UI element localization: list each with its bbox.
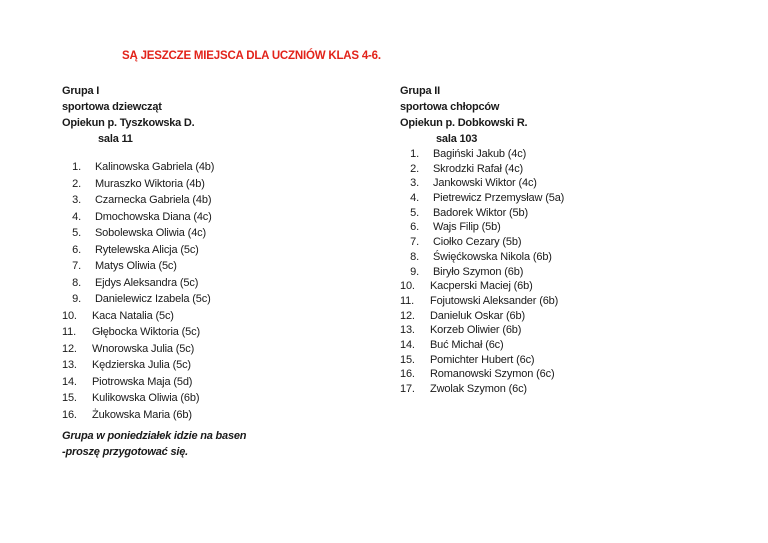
list-item-number: 8. bbox=[410, 250, 419, 263]
list-item-name: Czarnecka Gabriela (4b) bbox=[95, 194, 212, 206]
list-item-number: 13. bbox=[400, 324, 415, 337]
list-item-number: 7. bbox=[72, 260, 81, 272]
list-item-name: Pomichter Hubert (6c) bbox=[430, 353, 535, 366]
list-item bbox=[62, 242, 362, 259]
list-item-name: Kalinowska Gabriela (4b) bbox=[95, 161, 215, 173]
group-1-supervisor: Opiekun p. Tyszkowska D. bbox=[62, 117, 195, 129]
list-item bbox=[62, 374, 362, 391]
list-item-name: Bagiński Jakub (4c) bbox=[433, 148, 527, 160]
list-item-number: 6. bbox=[72, 243, 81, 256]
list-item-name: Ejdys Aleksandra (5c) bbox=[95, 276, 199, 289]
list-item-name: Wnorowska Julia (5c) bbox=[92, 342, 195, 355]
list-item bbox=[400, 220, 700, 235]
list-item-number: 16. bbox=[400, 368, 415, 381]
list-item-number: 2. bbox=[72, 177, 81, 190]
list-item-name: Piotrowska Maja (5d) bbox=[92, 375, 193, 388]
list-item bbox=[400, 191, 700, 206]
list-item-name: Dmochowska Diana (4c) bbox=[95, 210, 212, 223]
list-item-number: 10. bbox=[400, 280, 415, 293]
notice-heading: SĄ JESZCZE MIEJSCA DLA UCZNIÓW KLAS 4-6. bbox=[122, 50, 381, 62]
list-item-name: Danielewicz Izabela (5c) bbox=[95, 293, 211, 305]
list-item bbox=[400, 147, 700, 162]
list-item-number: 4. bbox=[72, 210, 81, 223]
list-item bbox=[62, 176, 362, 193]
list-item-number: 15. bbox=[400, 353, 415, 366]
list-item-number: 9. bbox=[410, 265, 419, 278]
list-item bbox=[400, 382, 700, 397]
list-item bbox=[62, 324, 362, 341]
list-item-number: 14. bbox=[62, 375, 77, 388]
list-item-number: 3. bbox=[410, 177, 419, 190]
list-item bbox=[62, 209, 362, 226]
list-item-name: Wajs Filip (5b) bbox=[433, 221, 501, 234]
list-item bbox=[62, 407, 362, 424]
list-item-name: Romanowski Szymon (6c) bbox=[430, 368, 555, 381]
list-item-number: 8. bbox=[72, 276, 81, 289]
group-2-supervisor: Opiekun p. Dobkowski R. bbox=[400, 117, 528, 129]
group-2-member-list bbox=[400, 147, 700, 397]
list-item bbox=[62, 225, 362, 242]
list-item bbox=[62, 291, 362, 308]
list-item-name: Zwolak Szymon (6c) bbox=[430, 383, 527, 395]
list-item-name: Korzeb Oliwier (6b) bbox=[430, 324, 522, 337]
group-1-room: sala 11 bbox=[98, 133, 133, 145]
group-1-member-list bbox=[62, 159, 362, 423]
list-item-number: 1. bbox=[72, 161, 81, 173]
list-item bbox=[400, 309, 700, 324]
group-1-section bbox=[62, 83, 362, 423]
list-item-name: Żukowska Maria (6b) bbox=[92, 408, 192, 421]
list-item-number: 2. bbox=[410, 162, 419, 175]
list-item-name: Fojutowski Aleksander (6b) bbox=[430, 294, 559, 307]
list-item bbox=[400, 279, 700, 294]
list-item-name: Buć Michał (6c) bbox=[430, 338, 504, 351]
group-2-section bbox=[400, 83, 700, 397]
list-item-number: 6. bbox=[410, 221, 419, 234]
group-2-title: Grupa II bbox=[400, 85, 440, 97]
list-item-name: Kędzierska Julia (5c) bbox=[92, 359, 191, 371]
list-item-name: Skrodzki Rafał (4c) bbox=[433, 162, 524, 175]
group-1-title: Grupa I bbox=[62, 85, 100, 97]
footer-note-line-1: Grupa w poniedziałek idzie na basen bbox=[62, 430, 247, 442]
list-item-number: 12. bbox=[62, 342, 77, 355]
list-item bbox=[62, 357, 362, 374]
list-item-number: 4. bbox=[410, 192, 419, 205]
list-item bbox=[400, 176, 700, 191]
list-item-name: Pietrewicz Przemysław (5a) bbox=[433, 192, 565, 205]
group-1-type: sportowa dziewcząt bbox=[62, 101, 162, 113]
list-item-name: Muraszko Wiktoria (4b) bbox=[95, 177, 205, 190]
list-item bbox=[62, 192, 362, 209]
list-item-number: 15. bbox=[62, 392, 77, 404]
list-item-number: 7. bbox=[410, 236, 419, 249]
list-item-number: 13. bbox=[62, 359, 77, 371]
list-item-number: 10. bbox=[62, 309, 77, 322]
list-item bbox=[62, 159, 362, 176]
list-item bbox=[62, 258, 362, 275]
list-item bbox=[400, 323, 700, 338]
list-item bbox=[62, 275, 362, 292]
list-item bbox=[400, 162, 700, 177]
footer-note bbox=[62, 428, 246, 460]
list-item-number: 3. bbox=[72, 194, 81, 206]
list-item-number: 12. bbox=[400, 309, 415, 322]
footer-note-line-2: -proszę przygotować się. bbox=[62, 446, 189, 458]
list-item-number: 11. bbox=[62, 326, 77, 338]
list-item-number: 16. bbox=[62, 408, 77, 421]
list-item-name: Kacperski Maciej (6b) bbox=[430, 280, 533, 293]
list-item-name: Głębocka Wiktoria (5c) bbox=[92, 326, 200, 338]
list-item-number: 11. bbox=[400, 294, 415, 307]
group-2-room: sala 103 bbox=[436, 133, 478, 145]
list-item-name: Badorek Wiktor (5b) bbox=[433, 206, 528, 219]
list-item-number: 5. bbox=[72, 227, 81, 239]
list-item bbox=[400, 367, 700, 382]
list-item bbox=[400, 250, 700, 265]
list-item-name: Sobolewska Oliwia (4c) bbox=[95, 227, 207, 239]
list-item bbox=[400, 353, 700, 368]
list-item-number: 9. bbox=[72, 293, 81, 305]
list-item-name: Kaca Natalia (5c) bbox=[92, 309, 174, 322]
list-item bbox=[62, 308, 362, 325]
list-item-number: 1. bbox=[410, 148, 419, 160]
list-item bbox=[62, 390, 362, 407]
list-item-name: Biryło Szymon (6b) bbox=[433, 265, 524, 278]
list-item-name: Rytelewska Alicja (5c) bbox=[95, 243, 199, 256]
group-2-type: sportowa chłopców bbox=[400, 101, 500, 113]
list-item bbox=[62, 341, 362, 358]
list-item-name: Święćkowska Nikola (6b) bbox=[433, 250, 552, 263]
list-item bbox=[400, 206, 700, 221]
list-item-number: 14. bbox=[400, 338, 415, 351]
list-item-number: 17. bbox=[400, 383, 415, 395]
list-item bbox=[400, 265, 700, 280]
list-item-name: Kulikowska Oliwia (6b) bbox=[92, 392, 200, 404]
list-item-name: Ciołko Cezary (5b) bbox=[433, 236, 522, 249]
list-item bbox=[400, 235, 700, 250]
list-item-name: Jankowski Wiktor (4c) bbox=[433, 177, 537, 190]
list-item-name: Danieluk Oskar (6b) bbox=[430, 309, 525, 322]
list-item bbox=[400, 338, 700, 353]
list-item-number: 5. bbox=[410, 206, 419, 219]
list-item bbox=[400, 294, 700, 309]
list-item-name: Matys Oliwia (5c) bbox=[95, 260, 177, 272]
